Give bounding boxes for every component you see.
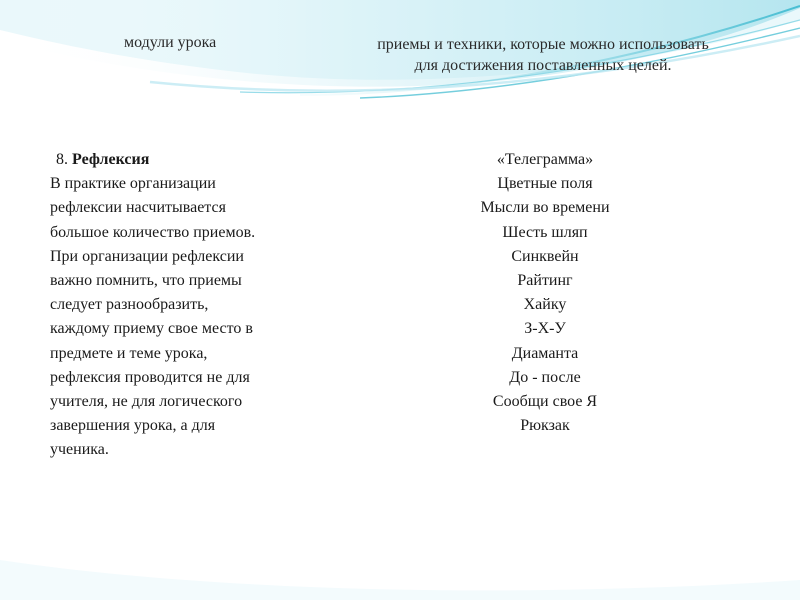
techniques-header-line-2: для достижения поставленных целей. <box>414 57 672 74</box>
description-line: В практике организации <box>50 175 216 193</box>
technique-item: Шесть шляп <box>502 223 588 241</box>
modules-header: модули урока <box>124 34 217 51</box>
technique-item: Хайку <box>523 296 567 314</box>
description-line: важно помнить, что приемы <box>50 272 242 290</box>
technique-item: Диаманта <box>511 344 579 362</box>
technique-item: Рюкзак <box>520 417 570 435</box>
techniques-header-line-1: приемы и техники, которые можно использовать <box>377 36 709 53</box>
description-line: При организации рефлексии <box>50 247 244 265</box>
technique-item: До - после <box>509 368 581 386</box>
description-line: рефлексия проводится не для <box>50 368 250 386</box>
description-line: большое количество приемов. <box>50 223 256 241</box>
technique-item: Мысли во времени <box>480 199 610 217</box>
techniques-header <box>318 34 768 76</box>
module-name: Рефлексия <box>72 151 150 168</box>
description-line: учителя, не для логического <box>50 393 243 411</box>
technique-item: Синквейн <box>511 247 579 265</box>
techniques-list <box>430 148 660 438</box>
description-line: следует разнообразить, <box>50 296 209 314</box>
description-line: каждому приему свое место в <box>50 320 253 338</box>
technique-item: Цветные поля <box>497 175 593 193</box>
technique-item: З-Х-У <box>524 320 566 338</box>
technique-item: «Телеграмма» <box>496 151 594 168</box>
technique-item: Сообщи свое Я <box>492 393 598 411</box>
description-line: ученика. <box>50 441 109 459</box>
description-line: предмете и теме урока, <box>50 344 208 362</box>
module-description <box>50 148 320 463</box>
technique-item: Райтинг <box>517 272 573 290</box>
module-title <box>50 148 320 172</box>
description-line: рефлексии насчитывается <box>50 199 226 217</box>
description-line: завершения урока, а для <box>50 417 216 435</box>
module-number: 8. <box>56 151 68 168</box>
